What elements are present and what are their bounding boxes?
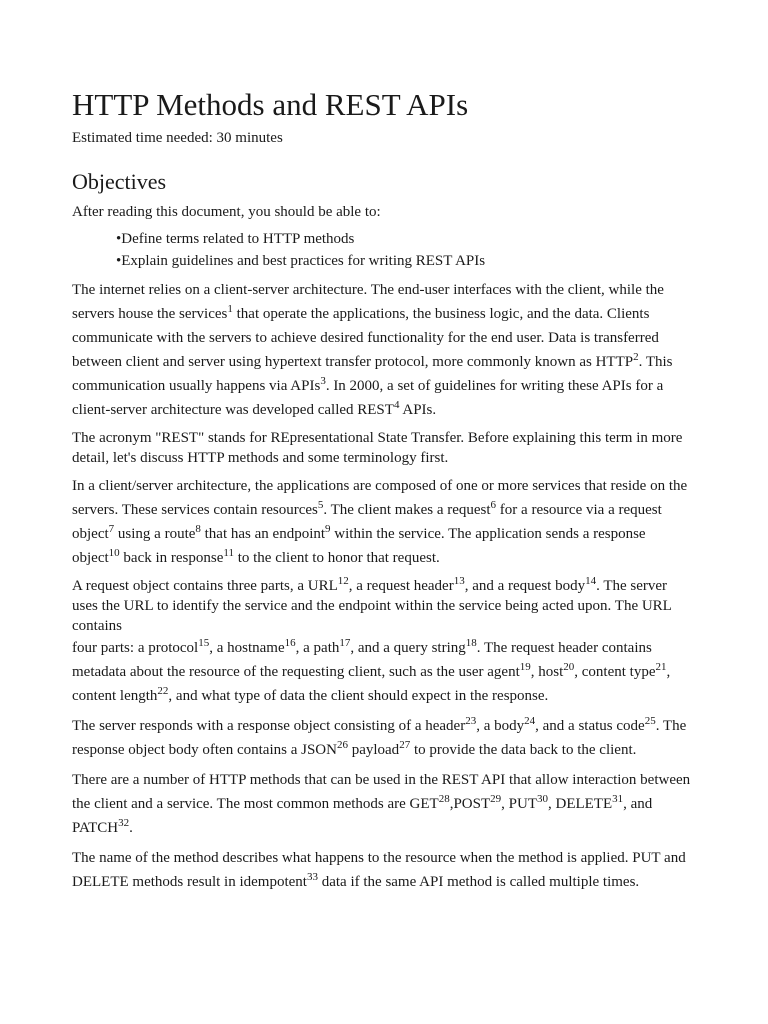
text-run: In a client/server architecture, the applications are composed of one or more services that reside on the servers. These services contain resources bbox=[72, 478, 688, 518]
text-run: ,POST bbox=[449, 796, 491, 812]
list-item: • Define terms related to HTTP methods bbox=[116, 228, 696, 250]
footnote-ref[interactable]: 30 bbox=[536, 793, 548, 805]
footnote-ref[interactable]: 18 bbox=[465, 637, 477, 649]
paragraph-request-object bbox=[72, 576, 696, 708]
footnote-ref[interactable]: 32 bbox=[118, 817, 130, 829]
text-run: , a body bbox=[476, 718, 525, 734]
text-run: , a hostname bbox=[209, 640, 285, 656]
footnote-ref[interactable]: 33 bbox=[306, 871, 318, 883]
text-run: four parts: a protocol bbox=[72, 640, 199, 656]
paragraph-response-object bbox=[72, 714, 696, 762]
text-run: using a route bbox=[114, 526, 196, 542]
footnote-ref[interactable]: 17 bbox=[339, 637, 351, 649]
page-title: HTTP Methods and REST APIs bbox=[72, 87, 469, 122]
text-run: . The response object body often contains a JSON bbox=[72, 718, 687, 758]
footnote-ref[interactable]: 16 bbox=[284, 637, 296, 649]
text-run: , and a request body bbox=[464, 578, 586, 594]
text-run: data if the same API method is called multiple times. bbox=[317, 874, 640, 890]
text-run: The server responds with a response object consisting of a header bbox=[72, 718, 466, 734]
text-run: that operate the applications, the business logic, and the data. Clients communicate with the servers to achieve desired functionality for the end user. Data is transferred between client and server using hypertext transfer protocol, more commonly known as HTTP bbox=[72, 306, 659, 370]
footnote-ref[interactable]: 14 bbox=[585, 575, 597, 587]
text-run: , and what type of data the client should expect in the response. bbox=[168, 688, 549, 704]
objectives-heading: Objectives bbox=[72, 169, 167, 194]
footnote-ref[interactable]: 21 bbox=[655, 661, 667, 673]
footnote-ref[interactable]: 13 bbox=[453, 575, 465, 587]
footnote-ref[interactable]: 8 bbox=[195, 523, 201, 535]
footnote-ref[interactable]: 1 bbox=[227, 303, 233, 315]
text-run: . The request header contains metadata about the resource of the requesting client, such as the user agent bbox=[72, 640, 652, 680]
footnote-ref[interactable]: 9 bbox=[325, 523, 331, 535]
footnote-ref[interactable]: 12 bbox=[337, 575, 349, 587]
text-run: within the service. The application sends a response object bbox=[72, 526, 646, 566]
text-run: The internet relies on a client-server architecture. The end-user interfaces with the client, while the servers house the services bbox=[72, 282, 664, 322]
footnote-ref[interactable]: 10 bbox=[108, 547, 120, 559]
text-run: , PUT bbox=[501, 796, 537, 812]
text-run: payload bbox=[347, 742, 400, 758]
text-run: The name of the method describes what happens to the resource when the method is applied. PUT and DELETE methods result in idempotent bbox=[72, 850, 686, 890]
text-run: . The client makes a request bbox=[323, 502, 491, 518]
paragraph-http-methods bbox=[72, 768, 696, 840]
text-run: , a path bbox=[295, 640, 340, 656]
list-item: • Explain guidelines and best practices for writing REST APIs bbox=[116, 250, 696, 272]
paragraph-client-server bbox=[72, 278, 696, 422]
footnote-ref[interactable]: 15 bbox=[198, 637, 210, 649]
footnote-ref[interactable]: 6 bbox=[490, 499, 497, 511]
text-run: , host bbox=[530, 664, 564, 680]
paragraph-idempotent bbox=[72, 846, 696, 894]
footnote-ref[interactable]: 20 bbox=[563, 661, 575, 673]
footnote-ref[interactable]: 7 bbox=[108, 523, 115, 535]
text-run: to the client to honor that request. bbox=[233, 550, 440, 566]
text-run: for a resource via a request object bbox=[72, 502, 662, 542]
footnote-ref[interactable]: 11 bbox=[223, 547, 234, 559]
footnote-ref[interactable]: 3 bbox=[320, 375, 326, 387]
text-run: to provide the data back to the client. bbox=[410, 742, 637, 758]
footnote-ref[interactable]: 27 bbox=[399, 739, 411, 751]
footnote-ref[interactable]: 26 bbox=[336, 739, 348, 751]
paragraph-rest-acronym: The acronym "REST" stands for REpresentational State Transfer. Before explaining this term in more detail, let's discuss HTTP methods and some terminology first. bbox=[72, 430, 683, 466]
objectives-intro: After reading this document, you should be able to: bbox=[72, 204, 381, 220]
text-run: that has an endpoint bbox=[200, 526, 326, 542]
text-run: . In 2000, a set of guidelines for writing these APIs for a client-server architecture was developed called REST bbox=[72, 378, 664, 418]
estimated-time: Estimated time needed: 30 minutes bbox=[72, 130, 283, 146]
footnote-ref[interactable]: 5 bbox=[317, 499, 324, 511]
text-run: , a request header bbox=[348, 578, 454, 594]
footnote-ref[interactable]: 29 bbox=[490, 793, 502, 805]
footnote-ref[interactable]: 28 bbox=[438, 793, 450, 805]
text-run: APIs. bbox=[399, 402, 437, 418]
text-run: , and a query string bbox=[350, 640, 466, 656]
text-run: . The server uses the URL to identify the service and the endpoint within the service being acted upon. The URL contains bbox=[72, 578, 672, 634]
text-run: , and a status code bbox=[535, 718, 645, 734]
footnote-ref[interactable]: 19 bbox=[519, 661, 531, 673]
text-run: , DELETE bbox=[547, 796, 613, 812]
text-run: . This communication usually happens via APIs bbox=[72, 354, 673, 394]
text-run: A request object contains three parts, a URL bbox=[72, 578, 338, 594]
footnote-ref[interactable]: 31 bbox=[612, 793, 624, 805]
footnote-ref[interactable]: 24 bbox=[524, 715, 536, 727]
footnote-ref[interactable]: 23 bbox=[465, 715, 477, 727]
objectives-list bbox=[72, 228, 696, 272]
text-run: . bbox=[129, 820, 133, 836]
paragraph-services bbox=[72, 474, 696, 570]
request-object-intro bbox=[72, 576, 696, 636]
footnote-ref[interactable]: 22 bbox=[157, 685, 169, 697]
text-run: , content type bbox=[574, 664, 656, 680]
text-run: , and PATCH bbox=[72, 796, 653, 836]
footnote-ref[interactable]: 25 bbox=[644, 715, 656, 727]
footnote-ref[interactable]: 4 bbox=[393, 399, 400, 411]
footnote-ref[interactable]: 2 bbox=[633, 351, 639, 363]
text-run: There are a number of HTTP methods that can be used in the REST API that allow interaction between the client and a service. The most common methods are GET bbox=[72, 772, 691, 812]
text-run: , content length bbox=[72, 664, 671, 704]
text-run: back in response bbox=[119, 550, 224, 566]
